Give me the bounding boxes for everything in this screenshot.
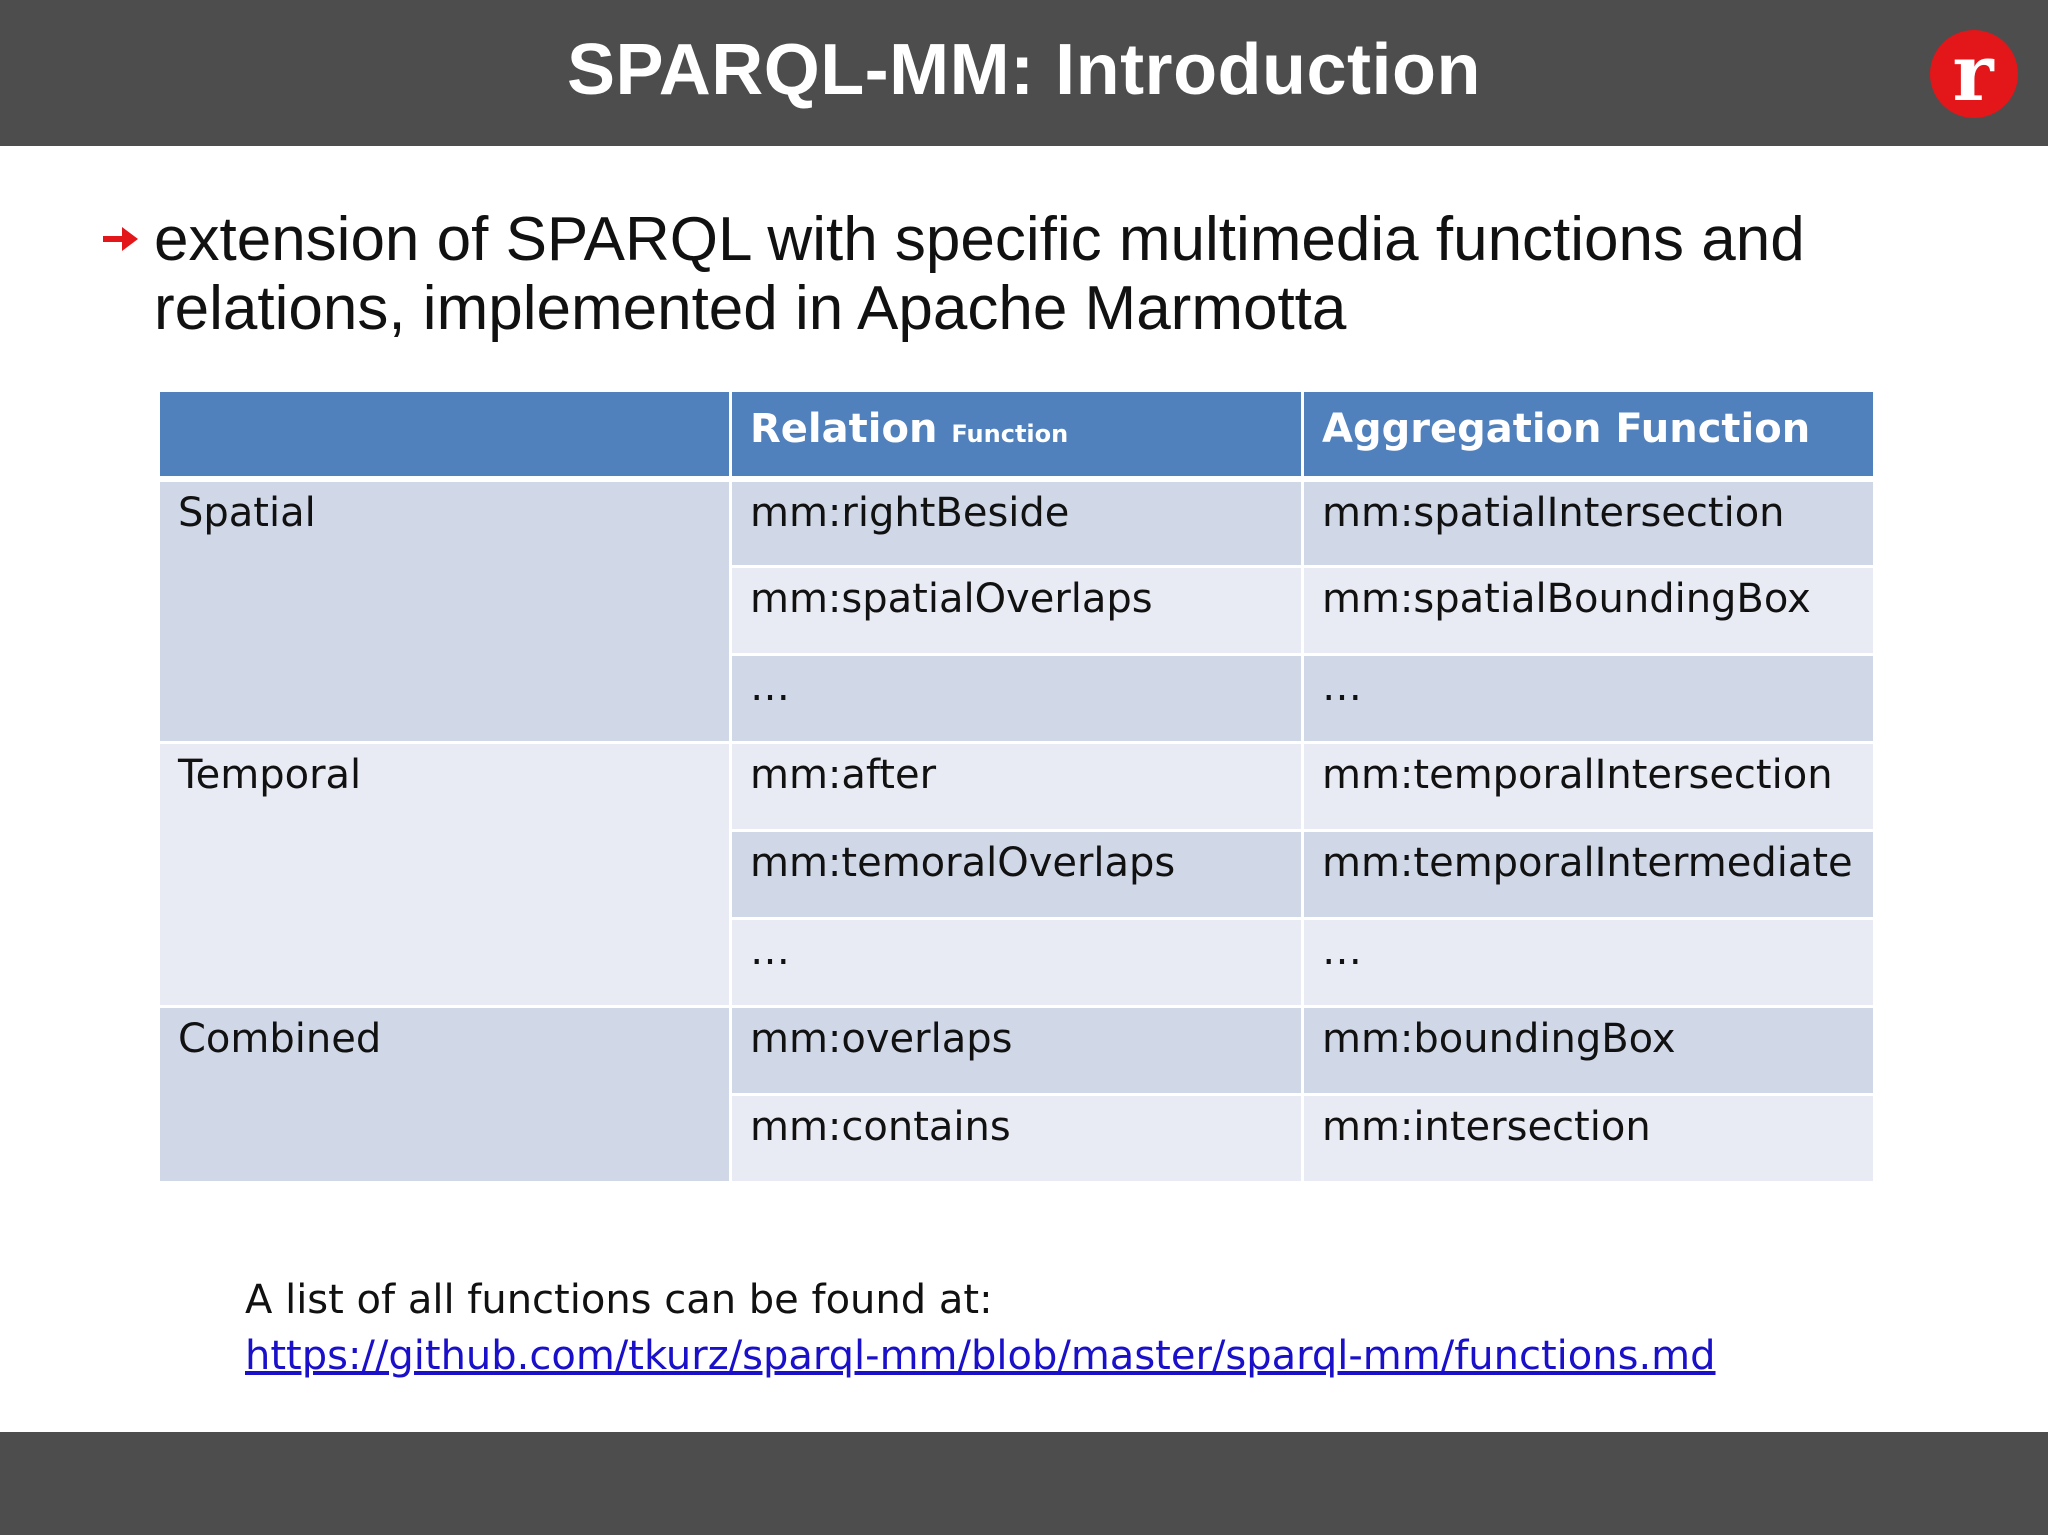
relation-cell: mm:spatialOverlaps bbox=[731, 567, 1303, 655]
header-relation-label: Relation bbox=[750, 406, 938, 452]
aggregation-cell: mm:temporalIntermediate bbox=[1303, 831, 1875, 919]
relation-cell: mm:contains bbox=[731, 1095, 1303, 1183]
category-cell-combined: Combined bbox=[159, 1007, 731, 1183]
arrow-right-icon bbox=[100, 219, 142, 259]
relation-cell: mm:rightBeside bbox=[731, 479, 1303, 567]
header-function-small-label: Function bbox=[951, 420, 1069, 448]
relation-cell: mm:after bbox=[731, 743, 1303, 831]
relation-cell: … bbox=[731, 655, 1303, 743]
bullet-text: extension of SPARQL with specific multimedia functions and relations, implemented in Apache Marmotta bbox=[154, 205, 1805, 343]
footer-bar bbox=[0, 1432, 2048, 1535]
note-text: A list of all functions can be found at: bbox=[245, 1277, 993, 1323]
functions-list-link[interactable]: https://github.com/tkurz/sparql-mm/blob/master/sparql-mm/functions.md bbox=[245, 1333, 1716, 1379]
table-row bbox=[159, 1007, 1875, 1095]
category-cell-temporal: Temporal bbox=[159, 743, 731, 1007]
header-empty-cell bbox=[159, 391, 731, 479]
header-relation-function bbox=[731, 391, 1303, 479]
table-row bbox=[159, 479, 1875, 567]
relation-cell: mm:overlaps bbox=[731, 1007, 1303, 1095]
slide-title: SPARQL-MM: Introduction bbox=[567, 30, 1481, 110]
aggregation-cell: … bbox=[1303, 919, 1875, 1007]
aggregation-cell: mm:boundingBox bbox=[1303, 1007, 1875, 1095]
header-aggregation-function: Aggregation Function bbox=[1303, 391, 1875, 479]
aggregation-cell: mm:intersection bbox=[1303, 1095, 1875, 1183]
functions-list-note bbox=[245, 1272, 1865, 1384]
aggregation-cell: … bbox=[1303, 655, 1875, 743]
svg-text:r: r bbox=[1952, 28, 1994, 119]
relation-cell: mm:temoralOverlaps bbox=[731, 831, 1303, 919]
relation-cell: … bbox=[731, 919, 1303, 1007]
aggregation-cell: mm:spatialBoundingBox bbox=[1303, 567, 1875, 655]
category-cell-spatial: Spatial bbox=[159, 479, 731, 743]
aggregation-cell: mm:spatialIntersection bbox=[1303, 479, 1875, 567]
table-row bbox=[159, 743, 1875, 831]
logo-icon bbox=[1928, 28, 2020, 120]
functions-table bbox=[157, 389, 1876, 1184]
aggregation-cell: mm:temporalIntersection bbox=[1303, 743, 1875, 831]
table-header-row bbox=[159, 391, 1875, 479]
